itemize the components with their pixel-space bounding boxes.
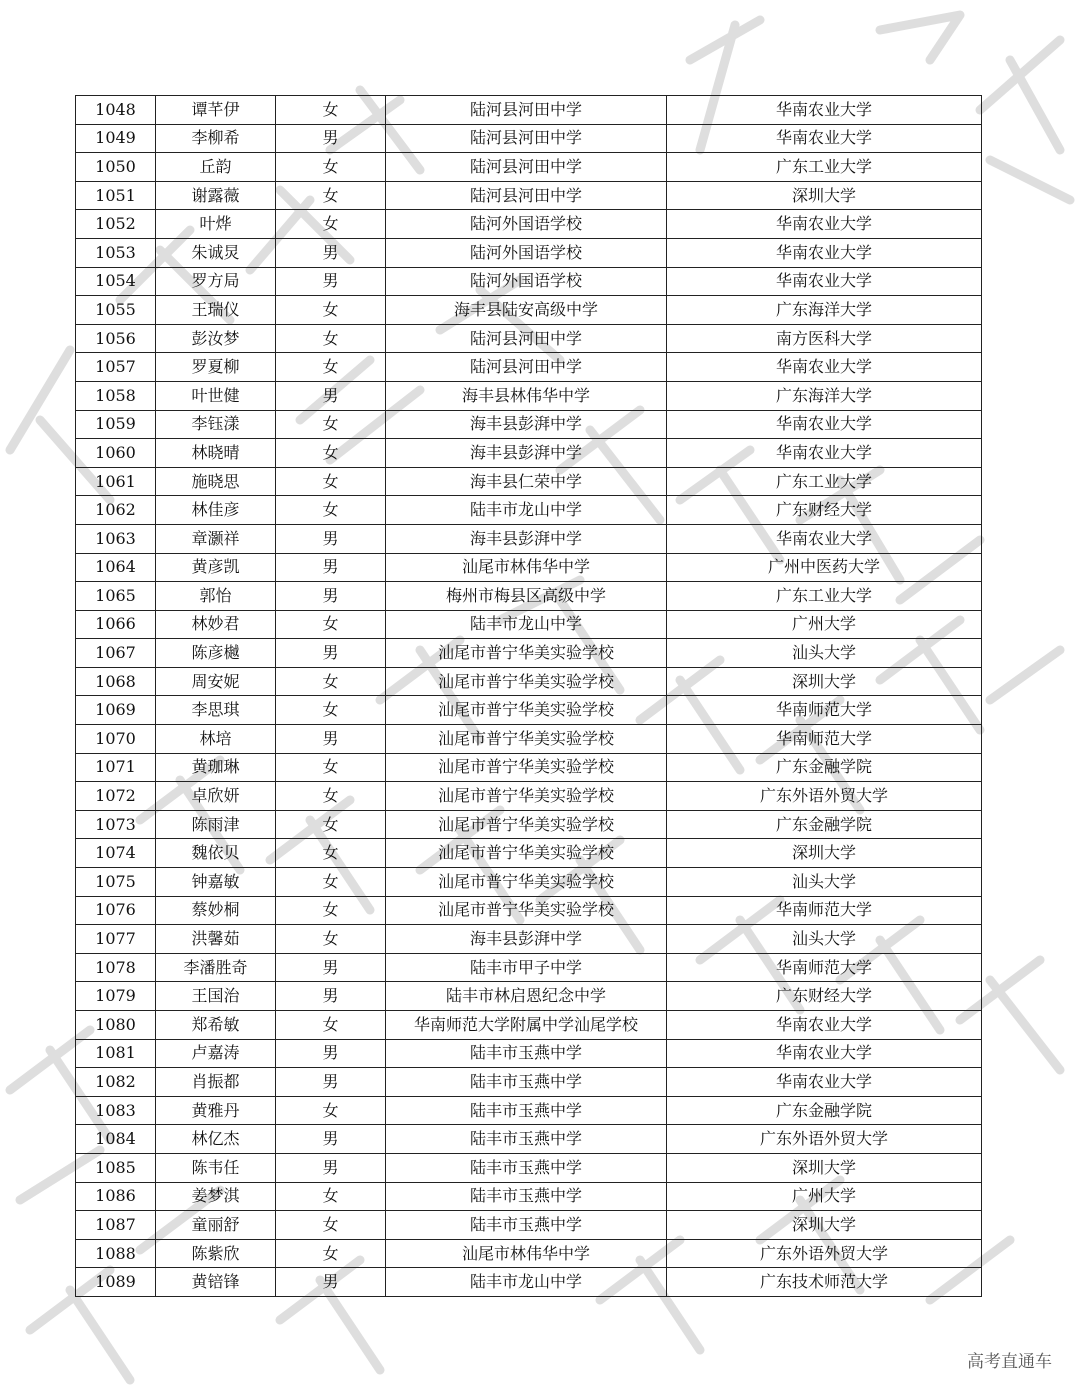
table-row <box>76 267 982 296</box>
cell-school: 海丰县彭湃中学 <box>386 925 667 954</box>
cell-number: 1061 <box>76 467 156 496</box>
cell-gender: 男 <box>276 553 386 582</box>
table-row <box>76 410 982 439</box>
cell-university: 华南农业大学 <box>667 439 982 468</box>
cell-name: 黄彦凯 <box>156 553 276 582</box>
cell-name: 郭怡 <box>156 582 276 611</box>
cell-gender: 女 <box>276 96 386 125</box>
cell-number: 1071 <box>76 753 156 782</box>
cell-name: 丘韵 <box>156 153 276 182</box>
cell-number: 1077 <box>76 925 156 954</box>
cell-university: 汕头大学 <box>667 925 982 954</box>
cell-gender: 女 <box>276 753 386 782</box>
cell-gender: 男 <box>276 381 386 410</box>
cell-gender: 女 <box>276 181 386 210</box>
cell-name: 罗夏柳 <box>156 353 276 382</box>
cell-university: 深圳大学 <box>667 1153 982 1182</box>
table-row <box>76 467 982 496</box>
cell-number: 1050 <box>76 153 156 182</box>
cell-school: 汕尾市普宁华美实验学校 <box>386 839 667 868</box>
table-row <box>76 1096 982 1125</box>
cell-school: 汕尾市林伟华中学 <box>386 1239 667 1268</box>
cell-name: 周安妮 <box>156 667 276 696</box>
cell-number: 1055 <box>76 296 156 325</box>
cell-gender: 女 <box>276 496 386 525</box>
table-row <box>76 1068 982 1097</box>
cell-university: 华南农业大学 <box>667 1011 982 1040</box>
cell-university: 汕头大学 <box>667 868 982 897</box>
cell-gender: 女 <box>276 467 386 496</box>
cell-number: 1084 <box>76 1125 156 1154</box>
table-row <box>76 210 982 239</box>
cell-name: 叶烨 <box>156 210 276 239</box>
cell-name: 陈紫欣 <box>156 1239 276 1268</box>
cell-gender: 男 <box>276 982 386 1011</box>
table-row <box>76 1153 982 1182</box>
table-row <box>76 753 982 782</box>
cell-number: 1073 <box>76 810 156 839</box>
cell-university: 华南农业大学 <box>667 1039 982 1068</box>
cell-number: 1048 <box>76 96 156 125</box>
cell-university: 华南农业大学 <box>667 124 982 153</box>
table-row <box>76 496 982 525</box>
cell-university: 广东外语外贸大学 <box>667 1125 982 1154</box>
cell-school: 陆丰市玉燕中学 <box>386 1039 667 1068</box>
cell-gender: 男 <box>276 1039 386 1068</box>
cell-gender: 女 <box>276 1239 386 1268</box>
cell-gender: 男 <box>276 267 386 296</box>
cell-university: 广东外语外贸大学 <box>667 1239 982 1268</box>
cell-name: 洪馨茹 <box>156 925 276 954</box>
admission-table-body <box>76 96 982 1297</box>
cell-name: 李思琪 <box>156 696 276 725</box>
cell-gender: 男 <box>276 953 386 982</box>
cell-university: 广东金融学院 <box>667 1096 982 1125</box>
cell-school: 海丰县彭湃中学 <box>386 439 667 468</box>
cell-university: 深圳大学 <box>667 1211 982 1240</box>
cell-number: 1059 <box>76 410 156 439</box>
cell-gender: 女 <box>276 324 386 353</box>
cell-gender: 男 <box>276 1068 386 1097</box>
watermark-stroke <box>980 40 1070 200</box>
cell-number: 1066 <box>76 610 156 639</box>
cell-school: 陆丰市龙山中学 <box>386 610 667 639</box>
cell-school: 汕尾市普宁华美实验学校 <box>386 868 667 897</box>
cell-gender: 男 <box>276 524 386 553</box>
cell-gender: 女 <box>276 410 386 439</box>
cell-university: 广东海洋大学 <box>667 296 982 325</box>
cell-university: 广东财经大学 <box>667 982 982 1011</box>
cell-gender: 女 <box>276 1182 386 1211</box>
cell-school: 汕尾市普宁华美实验学校 <box>386 782 667 811</box>
cell-school: 汕尾市普宁华美实验学校 <box>386 667 667 696</box>
cell-number: 1080 <box>76 1011 156 1040</box>
table-row <box>76 896 982 925</box>
cell-gender: 女 <box>276 839 386 868</box>
cell-school: 华南师范大学附属中学汕尾学校 <box>386 1011 667 1040</box>
cell-gender: 女 <box>276 296 386 325</box>
cell-name: 陈雨津 <box>156 810 276 839</box>
cell-university: 深圳大学 <box>667 181 982 210</box>
cell-university: 广东工业大学 <box>667 467 982 496</box>
cell-school: 陆丰市龙山中学 <box>386 496 667 525</box>
cell-school: 陆河外国语学校 <box>386 267 667 296</box>
table-row <box>76 1182 982 1211</box>
cell-school: 海丰县彭湃中学 <box>386 524 667 553</box>
cell-name: 童丽舒 <box>156 1211 276 1240</box>
cell-name: 谢露薇 <box>156 181 276 210</box>
cell-gender: 男 <box>276 1153 386 1182</box>
cell-school: 汕尾市林伟华中学 <box>386 553 667 582</box>
cell-university: 广东金融学院 <box>667 753 982 782</box>
cell-school: 海丰县仁荣中学 <box>386 467 667 496</box>
brand-watermark-text: 高考直通车 <box>967 1352 1052 1372</box>
cell-gender: 男 <box>276 124 386 153</box>
table-row <box>76 925 982 954</box>
cell-university: 华南农业大学 <box>667 238 982 267</box>
table-row <box>76 1268 982 1297</box>
cell-name: 卓欣妍 <box>156 782 276 811</box>
cell-school: 陆河县河田中学 <box>386 153 667 182</box>
table-row <box>76 124 982 153</box>
table-row <box>76 324 982 353</box>
cell-gender: 男 <box>276 1125 386 1154</box>
cell-university: 深圳大学 <box>667 667 982 696</box>
cell-gender: 男 <box>276 725 386 754</box>
cell-name: 李钰漾 <box>156 410 276 439</box>
cell-name: 施晓思 <box>156 467 276 496</box>
cell-university: 华南师范大学 <box>667 953 982 982</box>
cell-school: 陆河县河田中学 <box>386 181 667 210</box>
cell-gender: 男 <box>276 639 386 668</box>
cell-name: 黄锫锋 <box>156 1268 276 1297</box>
cell-university: 深圳大学 <box>667 839 982 868</box>
cell-school: 汕尾市普宁华美实验学校 <box>386 810 667 839</box>
cell-university: 广东外语外贸大学 <box>667 782 982 811</box>
cell-gender: 女 <box>276 896 386 925</box>
cell-name: 林妙君 <box>156 610 276 639</box>
cell-name: 彭汝梦 <box>156 324 276 353</box>
cell-number: 1065 <box>76 582 156 611</box>
cell-name: 李柳希 <box>156 124 276 153</box>
cell-name: 林亿杰 <box>156 1125 276 1154</box>
cell-name: 章灏祥 <box>156 524 276 553</box>
cell-number: 1057 <box>76 353 156 382</box>
cell-number: 1052 <box>76 210 156 239</box>
table-row <box>76 839 982 868</box>
cell-school: 陆河县河田中学 <box>386 96 667 125</box>
table-row <box>76 725 982 754</box>
cell-name: 黄珈琳 <box>156 753 276 782</box>
cell-name: 魏依贝 <box>156 839 276 868</box>
cell-number: 1075 <box>76 868 156 897</box>
cell-school: 海丰县彭湃中学 <box>386 410 667 439</box>
cell-gender: 女 <box>276 1011 386 1040</box>
cell-number: 1076 <box>76 896 156 925</box>
cell-name: 王国治 <box>156 982 276 1011</box>
cell-school: 汕尾市普宁华美实验学校 <box>386 753 667 782</box>
cell-university: 华南农业大学 <box>667 524 982 553</box>
cell-number: 1068 <box>76 667 156 696</box>
table-row <box>76 953 982 982</box>
cell-university: 华南农业大学 <box>667 267 982 296</box>
cell-university: 华南农业大学 <box>667 410 982 439</box>
cell-number: 1058 <box>76 381 156 410</box>
cell-number: 1078 <box>76 953 156 982</box>
cell-school: 陆丰市玉燕中学 <box>386 1125 667 1154</box>
table-row <box>76 296 982 325</box>
cell-university: 南方医科大学 <box>667 324 982 353</box>
cell-school: 陆河外国语学校 <box>386 238 667 267</box>
cell-number: 1069 <box>76 696 156 725</box>
cell-university: 华南农业大学 <box>667 96 982 125</box>
cell-name: 陈彦樾 <box>156 639 276 668</box>
cell-school: 陆河县河田中学 <box>386 353 667 382</box>
table-row <box>76 639 982 668</box>
cell-gender: 女 <box>276 667 386 696</box>
cell-number: 1079 <box>76 982 156 1011</box>
cell-number: 1070 <box>76 725 156 754</box>
table-row <box>76 810 982 839</box>
table-row <box>76 868 982 897</box>
cell-name: 卢嘉涛 <box>156 1039 276 1068</box>
cell-gender: 男 <box>276 1268 386 1297</box>
cell-university: 华南师范大学 <box>667 896 982 925</box>
cell-name: 陈韦任 <box>156 1153 276 1182</box>
cell-gender: 女 <box>276 925 386 954</box>
cell-gender: 女 <box>276 696 386 725</box>
cell-school: 汕尾市普宁华美实验学校 <box>386 896 667 925</box>
table-row <box>76 1039 982 1068</box>
table-row <box>76 610 982 639</box>
cell-number: 1051 <box>76 181 156 210</box>
table-row <box>76 582 982 611</box>
cell-name: 钟嘉敏 <box>156 868 276 897</box>
cell-school: 陆河县河田中学 <box>386 324 667 353</box>
cell-name: 蔡妙桐 <box>156 896 276 925</box>
cell-university: 广州大学 <box>667 1182 982 1211</box>
cell-university: 广东海洋大学 <box>667 381 982 410</box>
cell-number: 1081 <box>76 1039 156 1068</box>
cell-number: 1067 <box>76 639 156 668</box>
cell-number: 1074 <box>76 839 156 868</box>
table-row <box>76 439 982 468</box>
cell-number: 1054 <box>76 267 156 296</box>
cell-number: 1082 <box>76 1068 156 1097</box>
cell-name: 朱诚炅 <box>156 238 276 267</box>
admission-table <box>75 95 982 1297</box>
cell-gender: 女 <box>276 1211 386 1240</box>
cell-university: 华南师范大学 <box>667 725 982 754</box>
cell-school: 陆丰市玉燕中学 <box>386 1211 667 1240</box>
cell-name: 王瑞仪 <box>156 296 276 325</box>
table-row <box>76 667 982 696</box>
cell-school: 海丰县陆安高级中学 <box>386 296 667 325</box>
cell-school: 陆河县河田中学 <box>386 124 667 153</box>
cell-gender: 女 <box>276 353 386 382</box>
cell-number: 1072 <box>76 782 156 811</box>
table-row <box>76 982 982 1011</box>
cell-name: 谭芊伊 <box>156 96 276 125</box>
cell-gender: 女 <box>276 868 386 897</box>
cell-school: 陆丰市玉燕中学 <box>386 1068 667 1097</box>
cell-university: 广东财经大学 <box>667 496 982 525</box>
cell-number: 1087 <box>76 1211 156 1240</box>
cell-school: 汕尾市普宁华美实验学校 <box>386 696 667 725</box>
table-row <box>76 381 982 410</box>
cell-gender: 女 <box>276 153 386 182</box>
cell-gender: 女 <box>276 439 386 468</box>
cell-school: 汕尾市普宁华美实验学校 <box>386 639 667 668</box>
cell-gender: 女 <box>276 610 386 639</box>
cell-number: 1049 <box>76 124 156 153</box>
cell-number: 1063 <box>76 524 156 553</box>
cell-university: 华南农业大学 <box>667 353 982 382</box>
cell-name: 林佳彦 <box>156 496 276 525</box>
table-row <box>76 782 982 811</box>
cell-university: 广东技术师范大学 <box>667 1268 982 1297</box>
cell-gender: 男 <box>276 238 386 267</box>
cell-number: 1086 <box>76 1182 156 1211</box>
table-row <box>76 353 982 382</box>
cell-university: 汕头大学 <box>667 639 982 668</box>
cell-school: 陆丰市林启恩纪念中学 <box>386 982 667 1011</box>
cell-name: 罗方局 <box>156 267 276 296</box>
cell-number: 1056 <box>76 324 156 353</box>
cell-school: 陆丰市玉燕中学 <box>386 1096 667 1125</box>
cell-gender: 女 <box>276 1096 386 1125</box>
cell-number: 1085 <box>76 1153 156 1182</box>
cell-school: 梅州市梅县区高级中学 <box>386 582 667 611</box>
table-row <box>76 553 982 582</box>
table-row <box>76 1011 982 1040</box>
table-row <box>76 153 982 182</box>
cell-number: 1088 <box>76 1239 156 1268</box>
cell-name: 肖振都 <box>156 1068 276 1097</box>
cell-university: 广东工业大学 <box>667 582 982 611</box>
cell-university: 华南师范大学 <box>667 696 982 725</box>
table-row <box>76 1211 982 1240</box>
table-row <box>76 181 982 210</box>
cell-number: 1060 <box>76 439 156 468</box>
table-row <box>76 238 982 267</box>
cell-school: 陆丰市甲子中学 <box>386 953 667 982</box>
cell-number: 1064 <box>76 553 156 582</box>
cell-name: 黄雅丹 <box>156 1096 276 1125</box>
cell-name: 李潘胜奇 <box>156 953 276 982</box>
cell-name: 林培 <box>156 725 276 754</box>
cell-gender: 女 <box>276 210 386 239</box>
cell-university: 华南农业大学 <box>667 1068 982 1097</box>
cell-name: 郑希敏 <box>156 1011 276 1040</box>
cell-gender: 男 <box>276 582 386 611</box>
cell-university: 华南农业大学 <box>667 210 982 239</box>
cell-number: 1089 <box>76 1268 156 1297</box>
table-row <box>76 1239 982 1268</box>
cell-university: 广东工业大学 <box>667 153 982 182</box>
cell-school: 海丰县林伟华中学 <box>386 381 667 410</box>
table-row <box>76 696 982 725</box>
admission-list-sheet <box>75 95 981 1297</box>
cell-gender: 女 <box>276 782 386 811</box>
table-row <box>76 96 982 125</box>
cell-school: 陆丰市玉燕中学 <box>386 1153 667 1182</box>
cell-name: 姜梦淇 <box>156 1182 276 1211</box>
cell-university: 广州中医药大学 <box>667 553 982 582</box>
table-row <box>76 1125 982 1154</box>
table-row <box>76 524 982 553</box>
cell-number: 1053 <box>76 238 156 267</box>
cell-university: 广东金融学院 <box>667 810 982 839</box>
cell-school: 陆丰市玉燕中学 <box>386 1182 667 1211</box>
cell-name: 林晓晴 <box>156 439 276 468</box>
cell-gender: 女 <box>276 810 386 839</box>
cell-school: 汕尾市普宁华美实验学校 <box>386 725 667 754</box>
cell-name: 叶世健 <box>156 381 276 410</box>
cell-university: 广州大学 <box>667 610 982 639</box>
cell-number: 1083 <box>76 1096 156 1125</box>
cell-school: 陆河外国语学校 <box>386 210 667 239</box>
cell-number: 1062 <box>76 496 156 525</box>
cell-school: 陆丰市龙山中学 <box>386 1268 667 1297</box>
